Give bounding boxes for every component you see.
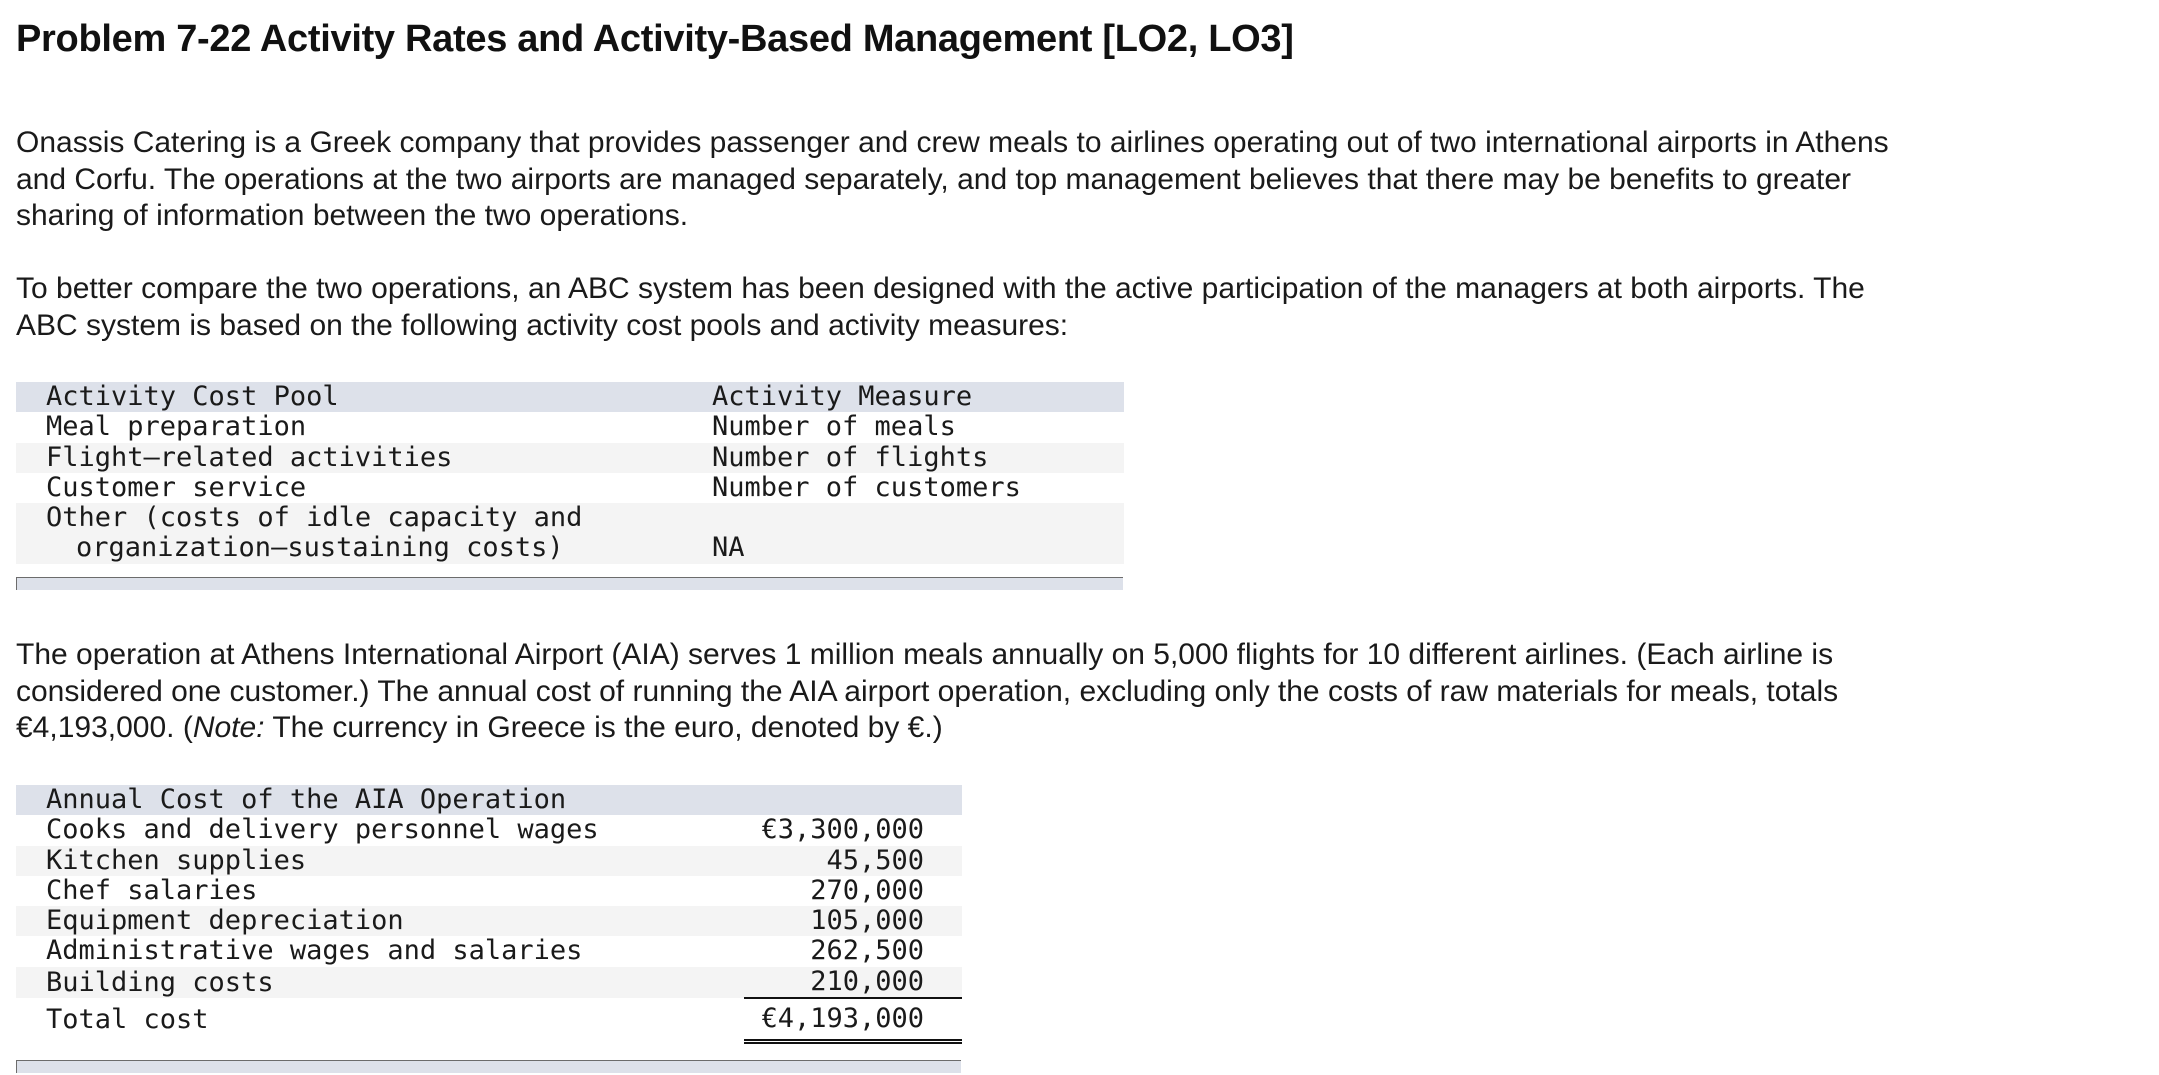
note-label: Note: [192, 711, 265, 744]
cost-label-cell: Cooks and delivery personnel wages [16, 815, 744, 845]
cost-amount-cell: 270,000 [744, 876, 962, 906]
cost-label-cell: Chef salaries [16, 876, 744, 906]
activity-measure-cell: Number of customers [712, 473, 1124, 503]
total-row [16, 998, 962, 1042]
other-pool-line2: organization–sustaining costs) [76, 532, 564, 564]
activity-pool-cell: Meal preparation [16, 412, 712, 442]
aia-operation-paragraph [16, 637, 1916, 747]
table-header-row [16, 785, 962, 815]
activity-measure-cell: NA [712, 503, 1124, 564]
aia-text-a: The operation at Athens International Airport (AIA) serves 1 million meals annually on 5,000 flights for 10 different airlines. (Each airline is considered one customer.) The annual cost of running the AIA airport operation, excluding only the costs of raw materials for meals, totals €4,193,000. ( [16, 638, 1839, 744]
total-label: Total cost [16, 998, 744, 1042]
problem-title: Problem 7-22 Activity Rates and Activity-Based Management [LO2, LO3] [16, 18, 1294, 60]
table-row [16, 967, 962, 998]
cost-amount-cell: 210,000 [744, 967, 962, 998]
table-row [16, 443, 1124, 473]
cost-label-cell: Administrative wages and salaries [16, 936, 744, 966]
total-amount: €4,193,000 [744, 998, 962, 1042]
cost-amount-cell: 262,500 [744, 936, 962, 966]
activity-pool-cell: Flight–related activities [16, 443, 712, 473]
table-header-row [16, 382, 1124, 412]
activity-pool-cell [16, 503, 712, 564]
activity-cost-pool-table [16, 382, 1124, 564]
table-row [16, 846, 962, 876]
header-amount [744, 785, 962, 815]
header-activity-measure: Activity Measure [712, 382, 1124, 412]
cost-label-cell: Kitchen supplies [16, 846, 744, 876]
table-footer-bar [16, 1060, 961, 1073]
activity-measure-cell: Number of meals [712, 412, 1124, 442]
annual-cost-table [16, 785, 962, 1044]
cost-amount-cell: 45,500 [744, 846, 962, 876]
other-pool-line1: Other (costs of idle capacity and [46, 502, 583, 534]
abc-system-paragraph: To better compare the two operations, an ABC system has been designed with the active participation of the managers at both airports. The ABC system is based on the following activity cost pools and activity measures: [16, 272, 1865, 342]
table-row [16, 412, 1124, 442]
intro-paragraph: Onassis Catering is a Greek company that provides passenger and crew meals to airlines operating out of two international airports in Athens and Corfu. The operations at the two airports are managed separately, and top management believes that there may be benefits to greater sharing of information between the two operations. [16, 126, 1889, 232]
header-annual-cost: Annual Cost of the AIA Operation [16, 785, 744, 815]
table-row [16, 876, 962, 906]
table-row [16, 503, 1124, 564]
header-activity-cost-pool: Activity Cost Pool [16, 382, 712, 412]
aia-text-b: The currency in Greece is the euro, denoted by €.) [264, 711, 943, 744]
table-footer-bar [16, 577, 1123, 590]
cost-label-cell: Equipment depreciation [16, 906, 744, 936]
cost-amount-cell: €3,300,000 [744, 815, 962, 845]
table-row [16, 815, 962, 845]
activity-pool-cell: Customer service [16, 473, 712, 503]
table-row [16, 906, 962, 936]
activity-measure-cell: Number of flights [712, 443, 1124, 473]
table-row [16, 473, 1124, 503]
table-row [16, 936, 962, 966]
cost-label-cell: Building costs [16, 967, 744, 998]
cost-amount-cell: 105,000 [744, 906, 962, 936]
